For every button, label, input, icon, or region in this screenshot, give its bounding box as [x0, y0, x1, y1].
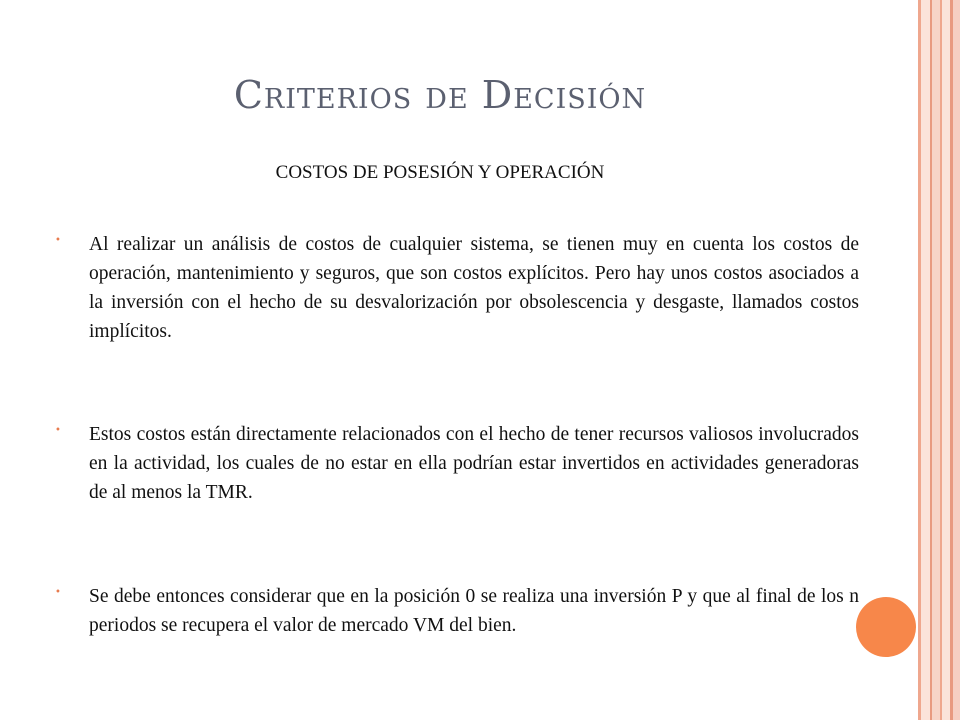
- bullet-text: Al realizar un análisis de costos de cualquier sistema, se tienen muy en cuenta los costos de operación, mantenimiento y seguros, que son costos explícitos. Pero hay unos costos asociados a la inversión con el hecho de su desvalorización por obsolescencia y desgaste, llamados costos implícitos.: [89, 234, 859, 342]
- bullet-text: Estos costos están directamente relacionados con el hecho de tener recursos valiosos involucrados en la actividad, los cuales de no estar en ella podrían estar invertidos en actividades generadoras de al menos la TMR.: [89, 424, 859, 503]
- stripe: [921, 0, 930, 720]
- stripe: [953, 0, 960, 720]
- bullet-item: [55, 582, 859, 640]
- bullet-icon: •: [55, 425, 61, 436]
- bullet-icon: •: [55, 587, 61, 598]
- bullet-icon: •: [55, 235, 61, 246]
- orange-circle-decoration: [856, 597, 916, 657]
- slide-title: Criterios de Decisión: [233, 73, 647, 118]
- stripe: [932, 0, 940, 720]
- bullet-text: Se debe entonces considerar que en la posición 0 se realiza una inversión P y que al final de los n periodos se recupera el valor de mercado VM del bien.: [89, 586, 859, 636]
- bullet-item: [55, 230, 859, 346]
- stripe: [942, 0, 950, 720]
- slide-subtitle: COSTOS DE POSESIÓN Y OPERACIÓN: [275, 162, 605, 183]
- bullet-item: [55, 420, 859, 507]
